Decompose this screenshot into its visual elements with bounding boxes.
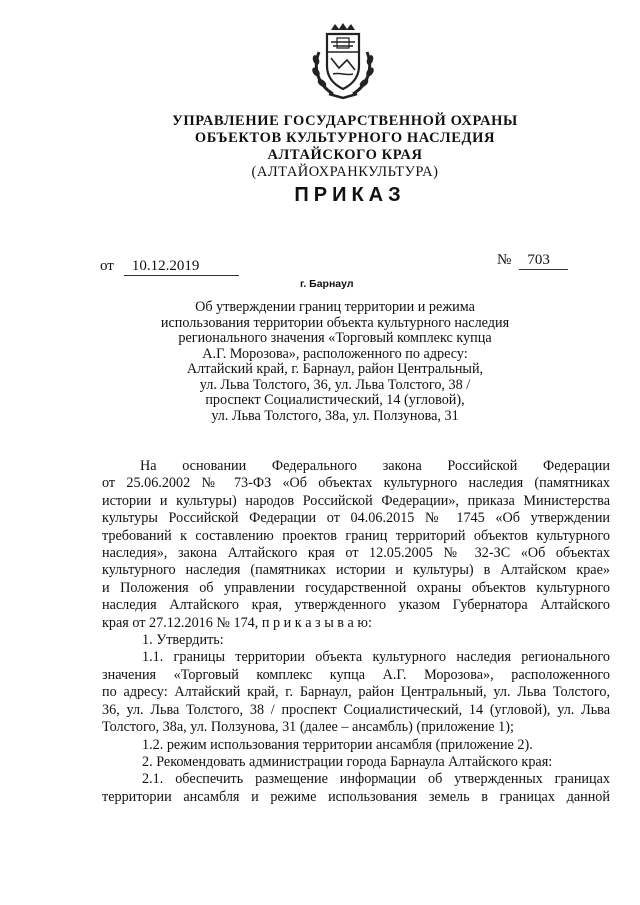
number-label: № xyxy=(497,252,512,268)
order-body xyxy=(102,458,610,806)
agency-name-block xyxy=(150,113,540,181)
body-line: наследия», закона Алтайского края от 12.05.2005 № 32-ЗС «Об объектах xyxy=(102,545,610,562)
body-line: требований к составлению проектов границ территорий объектов культурного xyxy=(102,527,610,544)
body-line: от 25.06.2002 № 73-ФЗ «Об объектах культурного наследия (памятниках xyxy=(102,475,610,492)
clause-line: 1.1. границы территории объекта культурного наследия регионального xyxy=(142,649,610,666)
agency-name-line: АЛТАЙСКОГО КРАЯ xyxy=(267,147,423,163)
body-line: истории и культуры) народов Российской Федерации», приказа Министерства xyxy=(102,492,610,509)
body-line: На основании Федерального закона Российской Федерации xyxy=(140,458,610,474)
order-date xyxy=(100,258,239,276)
body-line: наследия Алтайского края, утвержденного указом Губернатора Алтайского xyxy=(102,597,610,614)
clause-heading: 1. Утвердить: xyxy=(142,632,224,649)
clause-heading: 2. Рекомендовать администрации города Барнаула Алтайского края: xyxy=(142,753,553,770)
body-line: культурного наследия (памятниках истории и культуры) в Алтайском крае» xyxy=(102,562,610,579)
subject-line: использования территории объекта культурного наследия xyxy=(160,314,510,331)
agency-short-name: (АЛТАЙОХРАНКУЛЬТУРА) xyxy=(251,164,439,180)
agency-name-line: ОБЪЕКТОВ КУЛЬТУРНОГО НАСЛЕДИЯ xyxy=(194,130,496,146)
subject-line: ул. Льва Толстого, 38а, ул. Ползунова, 31 xyxy=(211,407,459,424)
date-value: 10.12.2019 xyxy=(124,258,240,276)
order-number xyxy=(497,252,568,270)
clause-line: территории ансамбля и режиме использования земель в границах данной xyxy=(102,788,610,805)
clause-line: 1.2. режим использования территории ансамбля (приложение 2). xyxy=(142,736,533,753)
clause-line: по адресу: Алтайский край, г. Барнаул, район Центральный, ул. Льва Толстого, xyxy=(102,684,610,701)
subject-line: ул. Льва Толстого, 36, ул. Льва Толстого, 38 / xyxy=(199,376,471,393)
subject-line: проспект Социалистический, 14 (угловой), xyxy=(205,392,465,408)
subject-line: Об утверждении границ территории и режима xyxy=(195,299,475,315)
body-line: и Положения об управлении государственной охраны объектов культурного xyxy=(102,579,610,596)
body-line: края от 27.12.2016 № 174, п р и к а з ы в а ю: xyxy=(102,614,372,631)
clause-line: значения «Торговый комплекс купца А.Г. Морозова», расположенного xyxy=(102,666,610,683)
clause-line: Толстого, 38а, ул. Ползунова, 31 (далее – ансамбль) (приложение 1); xyxy=(102,719,514,736)
document-title: ПРИКАЗ xyxy=(294,184,406,206)
subject-line: регионального значения «Торговый комплекс купца xyxy=(178,330,492,346)
subject-line: Алтайский край, г. Барнаул, район Центральный, xyxy=(186,361,484,377)
date-label: от xyxy=(100,258,114,274)
order-subject xyxy=(150,300,520,424)
number-value: 703 xyxy=(519,252,568,270)
body-line: культуры Российской Федерации от 04.06.2015 № 1745 «Об утверждении xyxy=(102,510,610,527)
clause-line: 2.1. обеспечить размещение информации об утвержденных границах xyxy=(142,771,610,788)
subject-line: А.Г. Морозова», расположенного по адресу: xyxy=(202,345,468,362)
clause-line: 36, ул. Льва Толстого, 38 / проспект Социалистический, 14 (угловой), ул. Льва xyxy=(102,701,610,718)
coat-of-arms-emblem xyxy=(303,22,383,102)
agency-name-line: УПРАВЛЕНИЕ ГОСУДАРСТВЕННОЙ ОХРАНЫ xyxy=(172,113,518,129)
city-name: г. Барнаул xyxy=(300,278,354,290)
